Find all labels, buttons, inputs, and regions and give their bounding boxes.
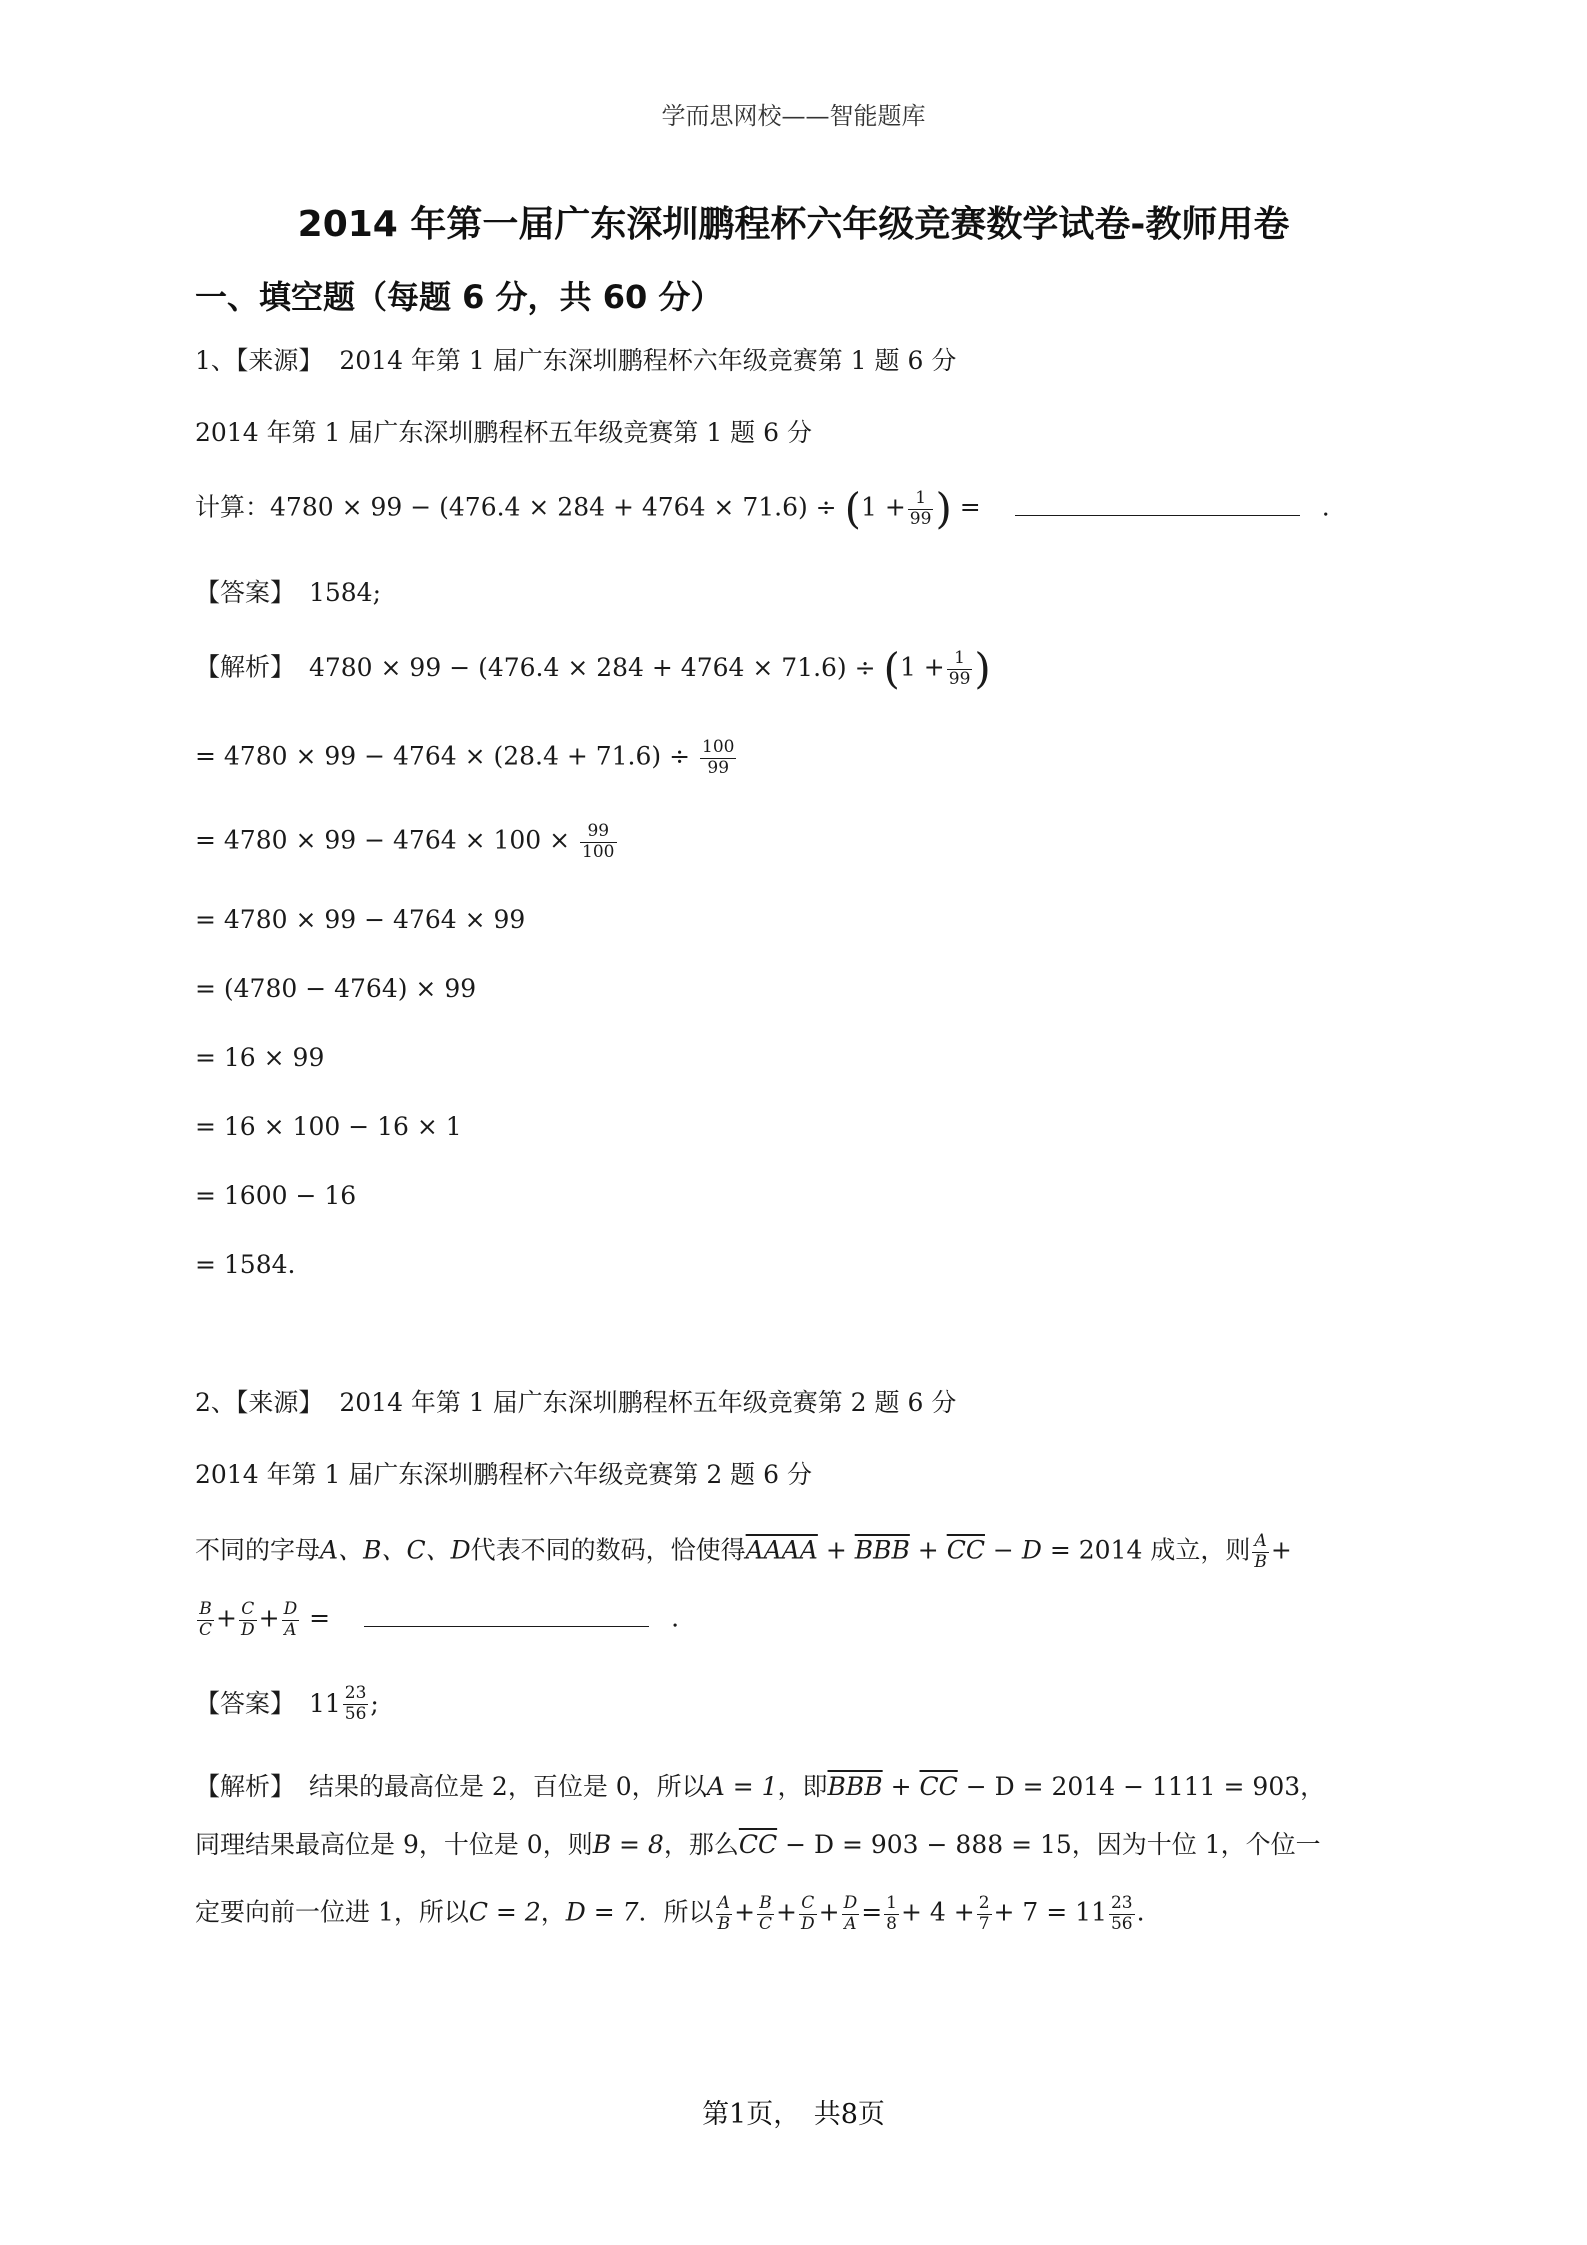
q1-step-1: = 4780 × 99 − 4764 × (28.4 + 71.6) ÷ $\frac{100}{99}$ [195,737,735,778]
page-header: 学而思网校——智能题库 [661,102,926,130]
q1-step-4: = (4780 − 4764) × 99 [195,974,477,1003]
q2-prompt-line-1: 不同的字母A、B、C、D代表不同的数码，恰使得AAAA + $\overline{BBB} + \overline{CC} - D = 2014$ 成立，则 $\frac{A}{B}$ + [195,1531,1292,1572]
answer-blank-2 [364,1608,649,1627]
q1-analysis: 【解析】 4780 × 99 − (476.4 × 284 + 4764 × 71.6) ÷ (1 + $\frac{1}{99}$ ) [195,644,991,693]
q1-step-7: = 1600 − 16 [195,1181,357,1210]
q1-source-line-1: 1、【来源】 2014 年第 1 届广东深圳鹏程杯六年级竞赛第 1 题 6 分 [195,346,957,375]
q1-answer: 【答案】 1584; [195,578,382,607]
q2-analysis-line-3: 定要向前一位进 1，所以C = 2，D = 7．所以 $\frac{A}{B}$ + $\frac{B}{C}$ + $\frac{C}{D}$ + $\frac{D}{A}$ = $\frac{1}{8}$ + 4 + $\frac{2}{7}$ + 7 = 11 $\frac{23}{56}$ . [195,1893,1145,1934]
page-title: 2014 年第一届广东深圳鹏程杯六年级竞赛数学试卷-教师用卷 [297,204,1290,245]
q1-source-line-2: 2014 年第 1 届广东深圳鹏程杯五年级竞赛第 1 题 6 分 [195,418,812,447]
section-heading: 一、填空题（每题 6 分，共 60 分） [195,278,723,316]
page-footer: 第1页， 共8页 [702,2099,885,2130]
q1-step-8: = 1584. [195,1250,296,1279]
q2-source-line-2: 2014 年第 1 届广东深圳鹏程杯六年级竞赛第 2 题 6 分 [195,1460,812,1489]
answer-blank [1015,497,1300,516]
q2-prompt-line-2: $\frac{B}{C}$ + $\frac{C}{D}$ + $\frac{D}{A}$ = . [199,1599,680,1640]
q2-analysis-line-1: 【解析】 结果的最高位是 2，百位是 0，所以A = 1，即$\overline{BBB} + \overline{CC} - D = 2014 - 1111 = 903$， [195,1772,1326,1801]
q1-prompt: 计算：4780 × 99 − (476.4 × 284 + 4764 × 71.6) ÷ (1 + $\frac{1}{99}$ ) = . [195,484,1330,533]
q2-source-line-1: 2、【来源】 2014 年第 1 届广东深圳鹏程杯五年级竞赛第 2 题 6 分 [195,1388,957,1417]
q1-step-5: = 16 × 99 [195,1043,325,1072]
q2-answer: 【答案】 11 $\frac{23}{56}$ ; [195,1683,379,1724]
q2-analysis-line-2: 同理结果最高位是 9，十位是 0，则B = 8，那么$\overline{CC} - D = 903 - 888 = 15$，因为十位 1，个位一 [195,1830,1321,1859]
q1-step-6: = 16 × 100 − 16 × 1 [195,1112,462,1141]
q1-fraction: $\frac{1}{99}$ [909,487,932,529]
q1-step-2: = 4780 × 99 − 4764 × 100 × $\frac{99}{100}$ [195,821,615,862]
q1-step-3: = 4780 × 99 − 4764 × 99 [195,905,526,934]
